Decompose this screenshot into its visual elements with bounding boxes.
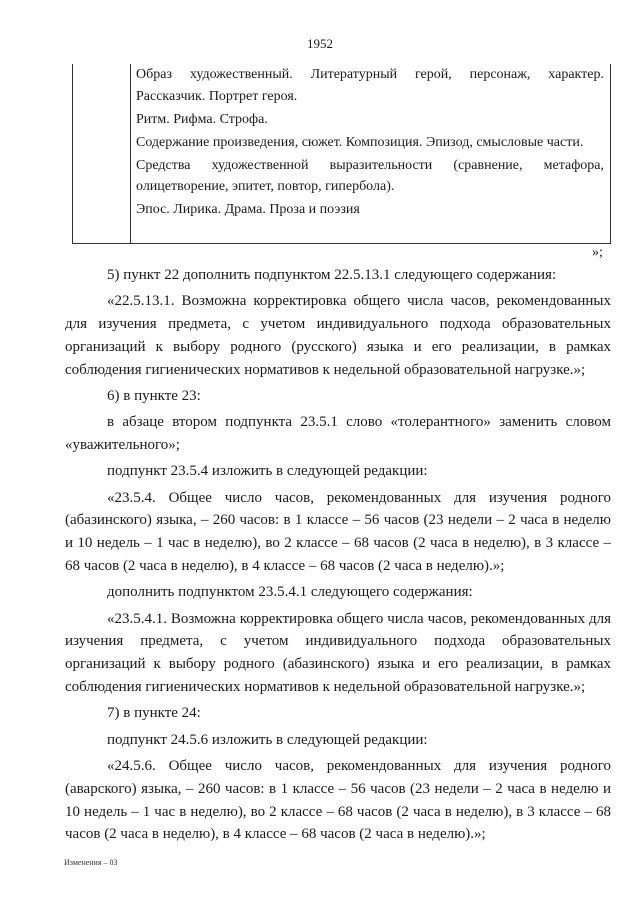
table-column-divider <box>130 64 131 244</box>
paragraph: «23.5.4.1. Возможна корректировка общего числа часов, рекомендованных для изучения предмета, с учетом индивидуального подхода образовательных организаций к выбору родного (абазинского) языка и его реализации, в рамках соблюдения гигиенических нормативов к недельной образовательной нагрузке.»; <box>65 610 611 696</box>
paragraph: 6) в пункте 23: <box>107 387 201 404</box>
table-row: Средства художественной выразительности (сравнение, метафора, олицетворение, эпитет, повтор, гипербола). <box>136 157 604 194</box>
paragraph: «24.5.6. Общее число часов, рекомендованных для изучения родного (аварского) языка, – 260 часов: в 1 классе – 56 часов (23 недели – 2 часа в неделю и 10 недель – 1 час в неделю), во 2 классе – 68 часов (2 часа в неделю), в 3 классе – 68 часов (2 часа в неделю), в 4 классе – 68 часов (2 часа в неделю).»; <box>65 757 611 843</box>
paragraph: в абзаце втором подпункта 23.5.1 слово «толерантного» заменить словом «уважительного»; <box>65 414 611 454</box>
footer-note: Изменения – 03 <box>64 858 118 867</box>
paragraph: 5) пункт 22 дополнить подпунктом 22.5.13.1 следующего содержания: <box>107 267 557 283</box>
paragraph: дополнить подпунктом 23.5.4.1 следующего содержания: <box>107 584 473 601</box>
paragraph: «22.5.13.1. Возможна корректировка общего числа часов, рекомендованных для изучения предмета, с учетом индивидуального подхода образовательных организаций к выбору родного (русского) языка и его реализации, в рамках соблюдения гигиенических нормативов к недельной образовательной нагрузке.»; <box>65 293 611 378</box>
table-row: Содержание произведения, сюжет. Композиция. Эпизод, смысловые части. <box>136 134 584 150</box>
document-body <box>65 264 611 850</box>
table-row: Эпос. Лирика. Драма. Проза и поэзия <box>136 202 360 217</box>
paragraph: подпункт 23.5.4 изложить в следующей редакции: <box>107 463 428 480</box>
table-closing-quote: »; <box>592 245 603 260</box>
paragraph: «23.5.4. Общее число часов, рекомендованных для изучения родного (абазинского) языка, – 260 часов: в 1 классе – 56 часов (23 недели – 2 часа в неделю и 10 недель – 1 час в неделю), во 2 классе – 68 часов (2 часа в неделю), в 3 классе – 68 часов (2 часа в неделю), в 4 классе – 68 часов (2 часа в неделю).»; <box>65 489 611 575</box>
paragraph: подпункт 24.5.6 изложить в следующей редакции: <box>107 731 428 748</box>
table-content-cell <box>136 64 604 222</box>
paragraph: 7) в пункте 24: <box>107 705 201 722</box>
table-row: Образ художественный. Литературный герой, персонаж, характер. Рассказчик. Портрет героя. <box>136 67 604 104</box>
page-number: 1952 <box>307 36 333 51</box>
table-row: Ритм. Рифма. Строфа. <box>136 111 268 127</box>
